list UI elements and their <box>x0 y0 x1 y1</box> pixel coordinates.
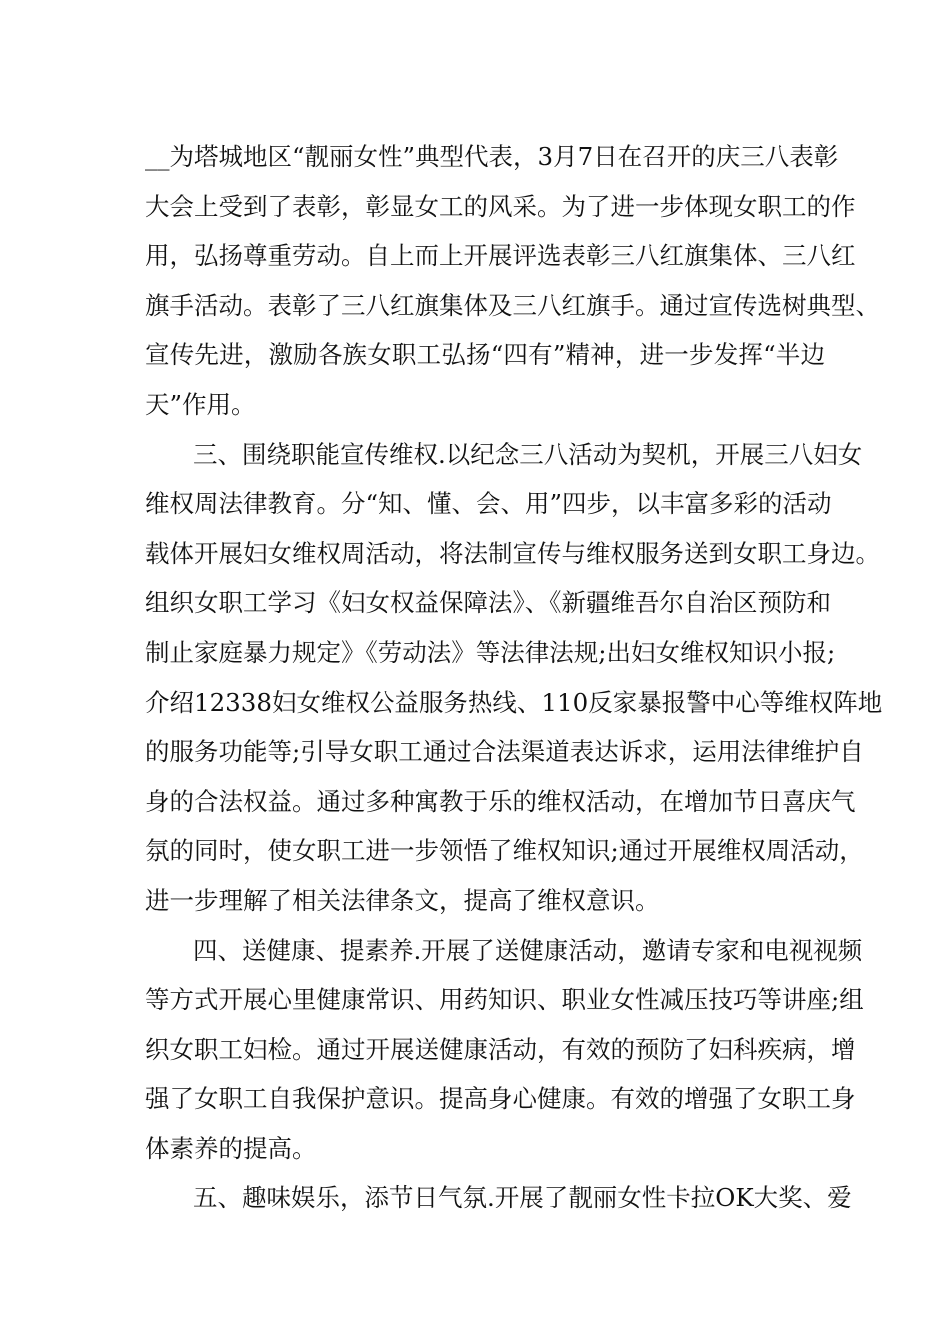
text-line: 进一步理解了相关法律条文，提高了维权意识。 <box>145 885 660 915</box>
text-line: 大会上受到了表彰，彰显女工的风采。为了进一步体现女职工的作 <box>145 191 856 221</box>
text-line: 维权周法律教育。分“知、懂、会、用”四步，以丰富多彩的活动 <box>145 489 832 519</box>
text-line: 三、围绕职能宣传维权.以纪念三八活动为契机，开展三八妇女 <box>193 439 863 469</box>
text-line: 载体开展妇女维权周活动，将法制宣传与维权服务送到女职工身边。 <box>145 538 880 568</box>
text-line: 的服务功能等;引导女职工通过合法渠道表达诉求，运用法律维护自 <box>145 737 864 767</box>
document-body <box>145 132 883 1223</box>
text-line: 五、趣味娱乐，添节日气氛.开展了靓丽女性卡拉OK大奖、爱 <box>193 1183 852 1213</box>
text-line: __为塔城地区“靓丽女性”典型代表，3月7日在召开的庆三八表彰 <box>145 142 839 171</box>
text-line: 旗手活动。表彰了三八红旗集体及三八红旗手。通过宣传选树典型、 <box>145 290 880 320</box>
text-line: 织女职工妇检。通过开展送健康活动，有效的预防了妇科疾病，增 <box>145 1034 856 1064</box>
paragraph-rights-protection <box>145 430 883 926</box>
text-line: 四、送健康、提素养.开展了送健康活动，邀请专家和电视视频 <box>193 935 863 965</box>
text-line: 介绍12338妇女维权公益服务热线、110反家暴报警中心等维权阵地 <box>145 687 883 717</box>
text-line: 强了女职工自我保护意识。提高身心健康。有效的增强了女职工身 <box>145 1084 856 1114</box>
text-line: 身的合法权益。通过多种寓教于乐的维权活动，在增加节日喜庆气 <box>145 786 856 816</box>
text-line: 氛的同时，使女职工进一步领悟了维权知识;通过开展维权周活动， <box>145 836 864 866</box>
text-line: 制止家庭暴力规定》《劳动法》等法律法规;出妇女维权知识小报; <box>145 637 836 667</box>
paragraph-health <box>145 926 864 1174</box>
text-line: 用，弘扬尊重劳动。自上而上开展评选表彰三八红旗集体、三八红 <box>145 241 856 271</box>
paragraph-commendation <box>145 132 880 430</box>
text-line: 体素养的提高。 <box>145 1133 317 1163</box>
text-line: 等方式开展心里健康常识、用药知识、职业女性减压技巧等讲座;组 <box>145 985 864 1015</box>
paragraph-entertainment <box>145 1173 852 1223</box>
text-line: 组织女职工学习《妇女权益保障法》、《新疆维吾尔自治区预防和 <box>145 588 831 618</box>
text-line: 宣传先进，激励各族女职工弘扬“四有”精神，进一步发挥“半边 <box>145 340 825 370</box>
text-line: 天”作用。 <box>145 389 256 419</box>
